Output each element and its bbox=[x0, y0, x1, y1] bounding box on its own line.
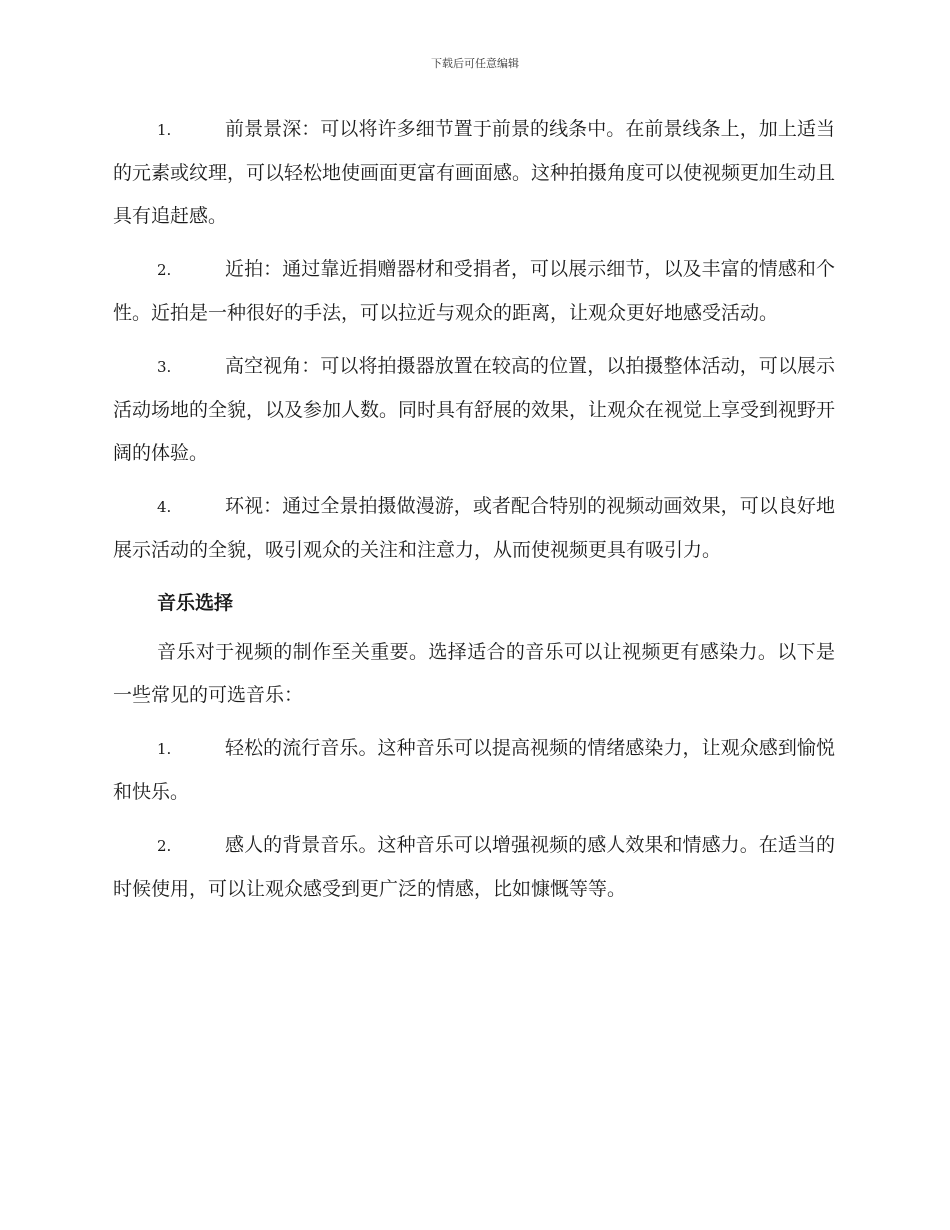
list-number: 3. bbox=[157, 358, 172, 376]
list-number: 1. bbox=[157, 121, 172, 139]
list-number: 2. bbox=[157, 261, 172, 279]
angle-item-3 bbox=[113, 345, 835, 475]
angle-item-2 bbox=[113, 248, 835, 335]
list-item-text: 高空视角：可以将拍摄器放置在较高的位置，以拍摄整体活动，可以展示活动场地的全貌，以及参加人数。同时具有舒展的效果，让观众在视觉上享受到视野开阔的体验。 bbox=[113, 355, 836, 464]
header-note: 下载后可任意编辑 bbox=[431, 57, 519, 70]
list-item-text: 前景景深：可以将许多细节置于前景的线条中。在前景线条上，加上适当的元素或纹理，可以轻松地使画面更富有画面感。这种拍摄角度可以使视频更加生动且具有追赶感。 bbox=[113, 118, 836, 227]
angle-item-1 bbox=[113, 108, 835, 238]
music-item-2 bbox=[113, 824, 835, 911]
angle-item-4 bbox=[113, 485, 835, 572]
list-item-text: 环视：通过全景拍摄做漫游，或者配合特别的视频动画效果，可以良好地展示活动的全貌，吸引观众的关注和注意力，从而使视频更具有吸引力。 bbox=[113, 495, 835, 561]
list-item-text: 感人的背景音乐。这种音乐可以增强视频的感人效果和情感力。在适当的时候使用，可以让观众感受到更广泛的情感，比如慷慨等等。 bbox=[113, 834, 835, 900]
list-item-text: 轻松的流行音乐。这种音乐可以提高视频的情绪感染力，让观众感到愉悦和快乐。 bbox=[113, 737, 835, 803]
list-item-text: 近拍：通过靠近捐赠器材和受捐者，可以展示细节，以及丰富的情感和个性。近拍是一种很好的手法，可以拉近与观众的距离，让观众更好地感受活动。 bbox=[113, 258, 835, 324]
music-intro: 音乐对于视频的制作至关重要。选择适合的音乐可以让视频更有感染力。以下是一些常见的可选音乐： bbox=[113, 641, 835, 706]
list-number: 4. bbox=[157, 498, 172, 516]
document-body bbox=[113, 108, 835, 921]
section-heading-music: 音乐选择 bbox=[157, 592, 234, 614]
music-item-1 bbox=[113, 727, 835, 814]
list-number: 2. bbox=[157, 837, 172, 855]
list-number: 1. bbox=[157, 740, 172, 758]
